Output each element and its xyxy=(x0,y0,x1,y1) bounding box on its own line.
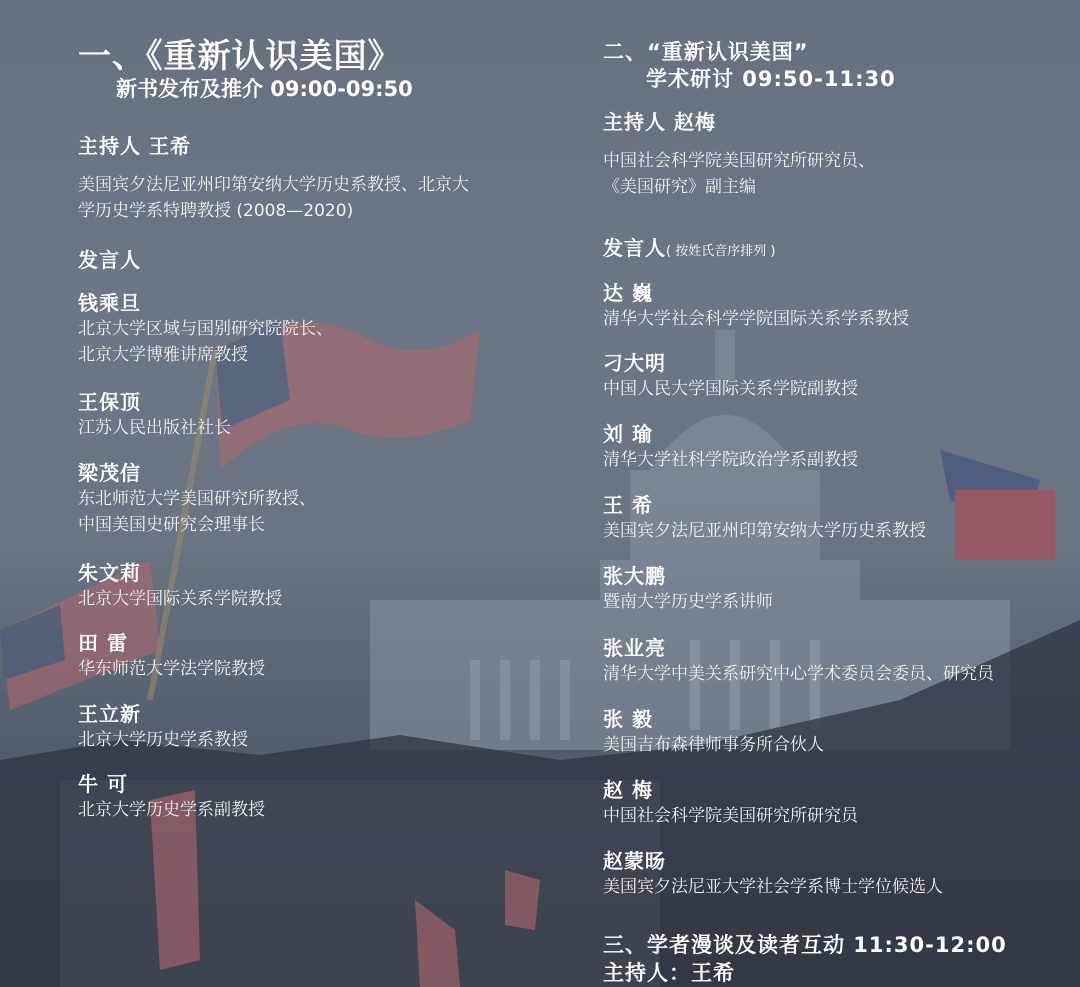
speaker-item: 赵蒙旸 美国宾夕法尼亚大学社会学系博士学位候选人 xyxy=(603,849,943,897)
speaker-item: 张业亮 清华大学中美关系研究中心学术委员会委员、研究员 xyxy=(603,636,994,684)
section-1-subtitle: 新书发布及推介 09:00-09:50 xyxy=(116,77,413,101)
section-1-host-affiliation: 美国宾夕法尼亚州印第安纳大学历史系教授、北京大 学历史学系特聘教授 (2008—2020) xyxy=(78,175,469,221)
speaker-item: 梁茂信 东北师范大学美国研究所教授、 中国美国史研究会理事长 xyxy=(78,461,316,535)
speakers-order-note: ( 按姓氏音序排列 ) xyxy=(666,244,776,259)
speaker-item: 赵 梅 中国社会科学院美国研究所研究员 xyxy=(603,778,858,826)
speaker-item: 刁大明 中国人民大学国际关系学院副教授 xyxy=(603,351,858,399)
speaker-item: 王立新 北京大学历史学系教授 xyxy=(78,702,248,750)
speaker-item: 达 巍 清华大学社会科学学院国际关系学系教授 xyxy=(603,281,909,329)
speaker-item: 钱乘旦 北京大学区域与国别研究院院长、 北京大学博雅讲席教授 xyxy=(78,291,333,365)
speaker-item: 朱文莉 北京大学国际关系学院教授 xyxy=(78,561,282,609)
section-2-host-affiliation: 中国社会科学院美国研究所研究员、 《美国研究》副主编 xyxy=(603,151,875,197)
section-2-speakers-label: 发言人( 按姓氏音序排列 ) xyxy=(603,236,776,260)
section-1-speakers-label: 发言人 xyxy=(78,248,141,272)
speaker-item: 张大鹏 暨南大学历史学系讲师 xyxy=(603,564,773,612)
speaker-item: 张 毅 美国吉布森律师事务所合伙人 xyxy=(603,707,824,755)
section-3-host: 主持人：王希 xyxy=(603,961,735,985)
section-1-title: 一、《重新认识美国》 xyxy=(78,36,402,75)
speaker-item: 王保顶 江苏人民出版社社长 xyxy=(78,390,231,438)
section-3-title: 三、学者漫谈及读者互动 11:30-12:00 xyxy=(603,933,1007,957)
section-2-host-label: 主持人 赵梅 xyxy=(603,110,716,134)
section-1-host-label: 主持人 王希 xyxy=(78,134,191,158)
speaker-item: 刘 瑜 清华大学社科学院政治学系副教授 xyxy=(603,422,858,470)
section-2-subtitle: 学术研讨 09:50-11:30 xyxy=(646,67,896,91)
sign-right xyxy=(940,450,1055,560)
speaker-item: 王 希 美国宾夕法尼亚州印第安纳大学历史系教授 xyxy=(603,493,926,541)
speaker-item: 田 雷 华东师范大学法学院教授 xyxy=(78,631,265,679)
section-2-title: 二、“重新认识美国” xyxy=(603,40,809,64)
speaker-item: 牛 可 北京大学历史学系副教授 xyxy=(78,772,265,820)
